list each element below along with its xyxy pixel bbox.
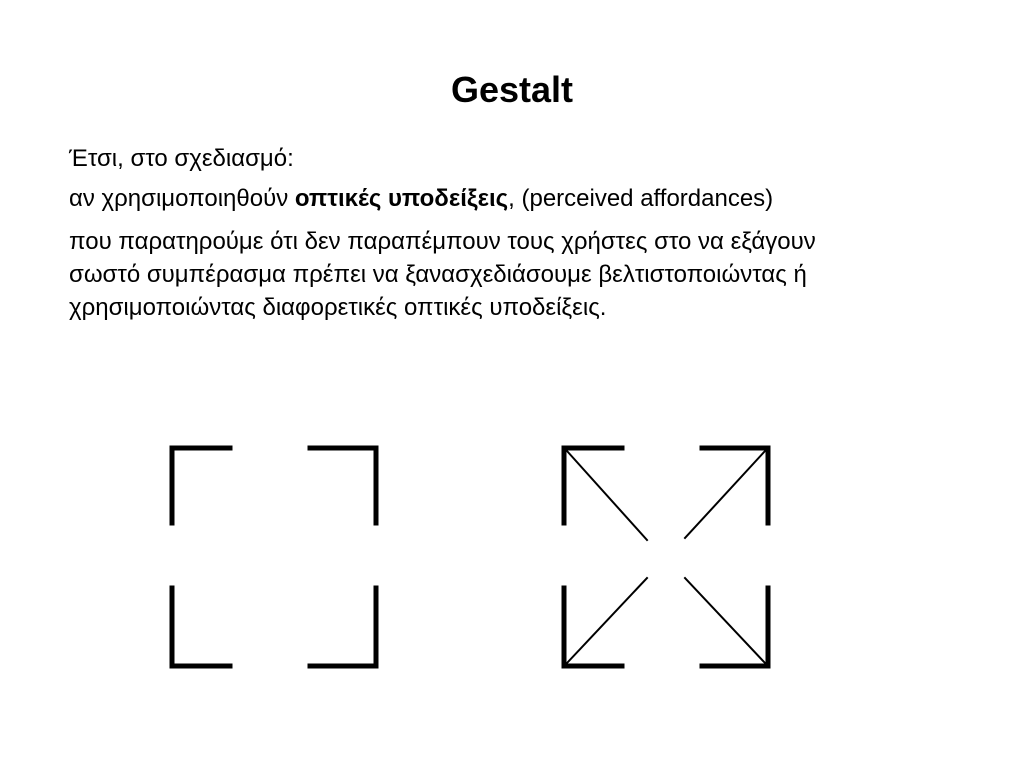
affordances-prefix: αν χρησιμοποιηθούν	[69, 185, 295, 212]
corner-brackets-figure	[172, 448, 376, 666]
arrow-bottom-right-diagonal	[685, 578, 765, 663]
intro-paragraph: Έτσι, στο σχεδιασμό:	[69, 145, 294, 172]
arrow-top-right-diagonal	[685, 451, 765, 538]
bottom-right-bracket	[310, 588, 376, 666]
redesign-paragraph: που παρατηρούμε ότι δεν παραπέμπουν τους χρήστες στο να εξάγουν σωστό συμπέρασμα πρέπει να ξανασχεδιάσουμε βελτιστοποιώντας ή χρησιμοποιώντας διαφορετικές οπτικές υποδείξεις.	[69, 228, 816, 321]
diagonal-arrows-figure	[564, 448, 768, 666]
arrow-bottom-left-diagonal	[567, 578, 647, 663]
arrow-bottom-left-bracket	[564, 588, 622, 666]
affordances-bold-term: οπτικές υποδείξεις	[294, 185, 509, 212]
slide-title: Gestalt	[450, 69, 574, 110]
bottom-left-bracket	[172, 588, 230, 666]
top-left-bracket	[172, 448, 230, 523]
affordances-suffix: , (perceived affordances)	[508, 185, 774, 212]
arrow-top-left-diagonal	[567, 451, 647, 540]
top-right-bracket	[310, 448, 376, 523]
arrow-top-left-bracket	[564, 448, 622, 523]
